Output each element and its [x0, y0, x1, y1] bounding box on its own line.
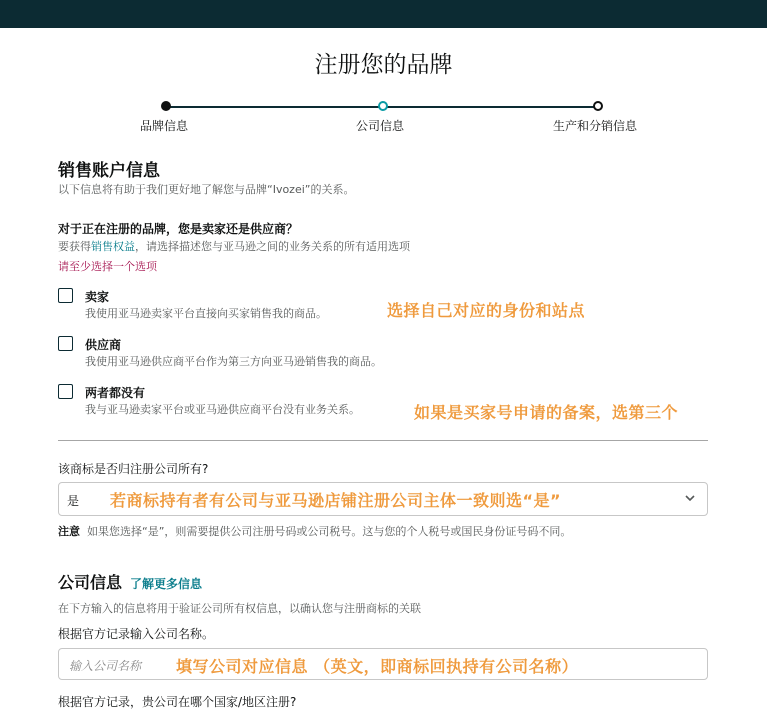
- option-vendor-title[interactable]: 供应商: [85, 338, 122, 352]
- option-neither-desc: 我与亚马逊卖家平台或亚马逊供应商平台没有业务关系。: [85, 403, 360, 416]
- company-subtitle: 在下方输入的信息将用于验证公司所有权信息，以确认您与注册商标的关联: [58, 602, 421, 615]
- trademark-note: [58, 523, 571, 539]
- step-dot-company: [378, 101, 388, 111]
- option-seller-title[interactable]: 卖家: [85, 290, 110, 304]
- step-label-company: 公司信息: [356, 119, 405, 133]
- company-heading-row: [58, 570, 202, 593]
- option-seller-desc: 我使用亚马逊卖家平台直接向买家销售我的商品。: [85, 307, 327, 320]
- annotation-identity: 选择自己对应的身份和站点: [387, 301, 586, 320]
- sales-account-heading: 销售账户信息: [58, 161, 160, 181]
- seller-vendor-question: 对于正在注册的品牌，您是卖家还是供应商？: [58, 222, 299, 236]
- step-label-brand: 品牌信息: [140, 119, 189, 133]
- option-neither-title[interactable]: 两者都没有: [85, 386, 146, 400]
- company-country-label: 根据官方记录，贵公司在哪个国家/地区注册?: [58, 695, 297, 709]
- checkbox-seller[interactable]: [58, 288, 73, 303]
- trademark-ownership-label: 该商标是否归注册公司所有?: [58, 462, 209, 476]
- company-name-label: 根据官方记录输入公司名称。: [58, 627, 215, 641]
- page-title: 注册您的品牌: [314, 52, 453, 78]
- annotation-company-info: 填写公司对应信息 （英文，即商标回执持有公司名称）: [176, 657, 579, 676]
- hint-suffix: ，请选择描述您与亚马逊之间的业务关系的所有适用选项: [135, 240, 410, 253]
- hint-prefix: 要获得: [58, 240, 91, 253]
- select-value: 是: [67, 494, 80, 508]
- top-bar: [0, 0, 767, 28]
- learn-more-link[interactable]: 了解更多信息: [130, 577, 203, 591]
- step-dot-distribution: [593, 101, 603, 111]
- step-connector: [166, 106, 383, 108]
- step-connector: [383, 106, 598, 108]
- annotation-trademark: 若商标持有者有公司与亚马逊店铺注册公司主体一致则选“是”: [110, 491, 562, 510]
- option-vendor-desc: 我使用亚马逊供应商平台作为第三方向亚马逊销售我的商品。: [85, 355, 382, 368]
- error-message: 请至少选择一个选项: [58, 260, 157, 273]
- checkbox-vendor[interactable]: [58, 336, 73, 351]
- progress-stepper: [0, 96, 767, 136]
- chevron-down-icon: [683, 491, 697, 505]
- checkbox-neither[interactable]: [58, 384, 73, 399]
- annotation-buyer-account: 如果是买家号申请的备案，选第三个: [414, 403, 679, 422]
- section-divider: [58, 440, 708, 441]
- sales-account-subtitle: 以下信息将有助于我们更好地了解您与品牌“Ivozei”的关系。: [58, 183, 355, 196]
- note-text: 如果您选择“是”，则需要提供公司注册号码或公司税号。这与您的个人税号或国民身份证号码不同。: [87, 525, 572, 538]
- company-heading: 公司信息: [58, 573, 123, 592]
- step-label-distribution: 生产和分销信息: [553, 119, 638, 133]
- company-name-placeholder: 输入公司名称: [69, 659, 142, 673]
- note-label: 注意: [58, 525, 80, 538]
- sales-rights-link[interactable]: 销售权益: [91, 240, 135, 253]
- question-hint: [58, 238, 410, 254]
- step-dot-brand: [161, 101, 171, 111]
